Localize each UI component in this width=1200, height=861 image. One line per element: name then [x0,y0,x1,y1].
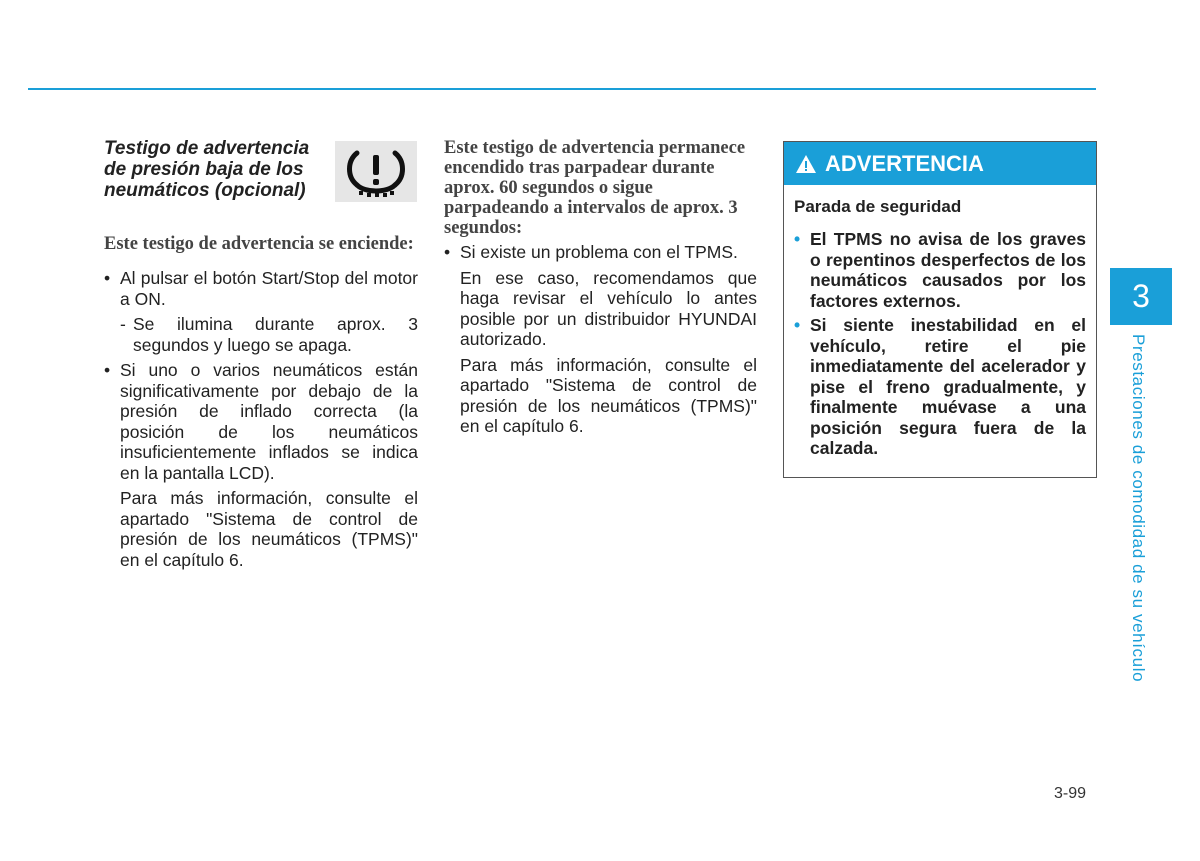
warning-triangle-icon [795,154,817,174]
column-right [783,141,1097,478]
col1-subitem-1: - Se ilumina durante aprox. 3 segundos y luego se apaga. [104,314,418,355]
column-middle [444,138,757,437]
page-number: 3-99 [1054,785,1087,802]
warning-box [783,141,1097,478]
column-left [104,138,418,570]
section-title: Testigo de advertencia de presión baja de los neumáticos (opcional) [104,138,310,201]
tpms-warning-icon [335,141,417,202]
warning-subheading: Parada de seguridad [794,197,962,216]
col1-bullet-1: • Al pulsar el botón Start/Stop del motor a ON. [104,268,418,309]
col1-bullet-2: • Si uno o varios neumáticos están significativamente por debajo de la presión de inflado correcta (la posición de los neumáticos insuficientemente inflados se indica en la pantalla LCD). [104,360,418,483]
warning-item: • El TPMS no avisa de los graves o repentinos desperfectos de los neumáticos causados por los factores externos. [794,229,1086,311]
chapter-title: Prestaciones de comodidad de su vehículo [1129,334,1148,683]
warning-header [784,142,1096,185]
col2-bullet-1: • Si existe un problema con el TPMS. [444,242,757,263]
col1-lead: Este testigo de advertencia se enciende: [104,234,414,254]
warning-body [784,185,1096,477]
col1-paragraph: Para más información, consulte el apartado "Sistema de control de presión de los neumáticos (TPMS)" en el capítulo 6. [120,488,418,570]
top-rule [28,88,1096,90]
col2-paragraph-1: En ese caso, recomendamos que haga revisar el vehículo lo antes posible por un distribuidor HYUNDAI autorizado. [460,267,757,349]
chapter-tab: 3 [1110,268,1172,325]
col2-lead: Este testigo de advertencia permanece encendido tras parpadear durante aprox. 60 segundos o sigue parpadeando a intervalos de aprox. 3 segundos: [444,138,746,238]
col2-paragraph-2: Para más información, consulte el apartado "Sistema de control de presión de los neumáticos (TPMS)" en el capítulo 6. [460,354,757,436]
warning-item: • Si siente inestabilidad en el vehículo, retire el pie inmediatamente del acelerador y pise el freno gradualmente, y finalmente muévase a una posición segura fuera de la calzada. [794,315,1086,459]
warning-heading: ADVERTENCIA [825,150,984,176]
